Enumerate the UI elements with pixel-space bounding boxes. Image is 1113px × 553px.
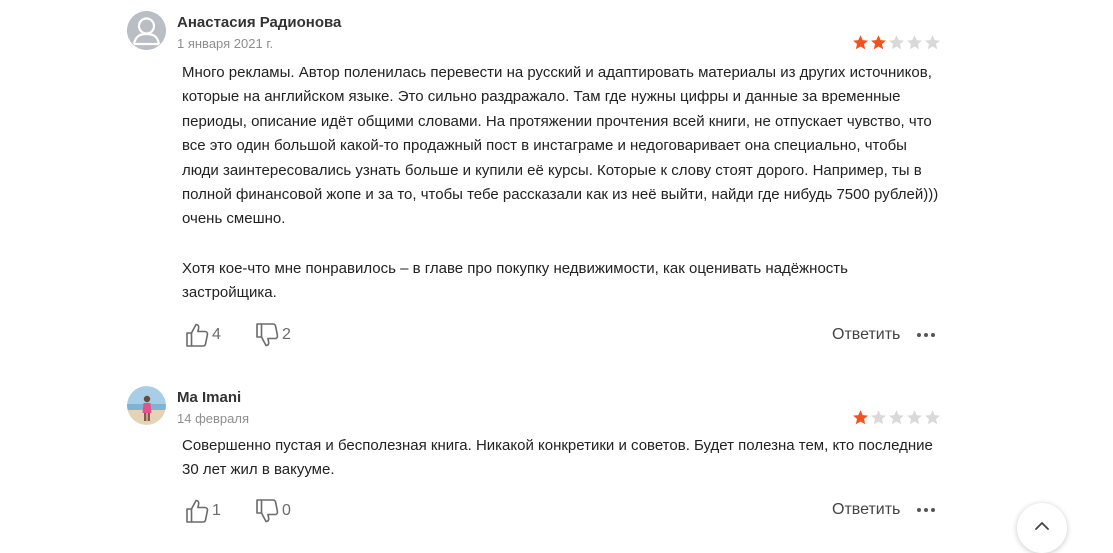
like-button[interactable]	[185, 322, 221, 348]
thumbs-up-icon	[185, 322, 209, 348]
rating-stars	[852, 409, 941, 426]
avatar[interactable]	[127, 386, 166, 425]
like-button[interactable]	[185, 498, 221, 524]
reply-button[interactable]: Ответить	[832, 326, 901, 343]
dislike-button[interactable]	[255, 498, 291, 524]
star-icon	[852, 409, 869, 426]
review-paragraph: Хотя кое-что мне понравилось – в главе про покупку недвижимости, как оценивать надёжность застройщика.	[182, 259, 848, 302]
star-icon	[924, 409, 941, 426]
author-name[interactable]: Анастасия Радионова	[177, 14, 342, 31]
rating-stars	[852, 34, 941, 51]
default-user-avatar-icon	[127, 11, 166, 50]
thumbs-down-icon	[255, 322, 279, 348]
star-icon	[852, 34, 869, 51]
star-icon	[906, 409, 923, 426]
reply-button[interactable]: Ответить	[832, 501, 901, 518]
star-icon	[870, 34, 887, 51]
review-text	[182, 61, 942, 306]
star-icon	[888, 409, 905, 426]
review-paragraph: Совершенно пустая и бесполезная книга. Никакой конкретики и советов. Будет полезна тем, кто последние 30 лет жил в вакууме.	[182, 437, 933, 479]
dislike-count: 0	[282, 502, 291, 519]
thumbs-down-icon	[255, 498, 279, 524]
chevron-up-icon	[1035, 521, 1049, 530]
like-count: 4	[212, 326, 221, 343]
author-name[interactable]: Ma Imani	[177, 389, 242, 406]
review-date: 14 февраля	[177, 411, 249, 426]
dislike-button[interactable]	[255, 322, 291, 348]
star-icon	[906, 34, 923, 51]
avatar[interactable]	[127, 11, 166, 50]
more-dots-icon[interactable]	[917, 508, 935, 512]
scroll-to-top-button[interactable]	[1017, 503, 1067, 553]
review-date: 1 января 2021 г.	[177, 36, 274, 51]
review-text	[182, 434, 942, 483]
more-dots-icon[interactable]	[917, 333, 935, 337]
like-count: 1	[212, 502, 221, 519]
star-icon	[870, 409, 887, 426]
star-icon	[924, 34, 941, 51]
star-icon	[888, 34, 905, 51]
thumbs-up-icon	[185, 498, 209, 524]
dislike-count: 2	[282, 326, 291, 343]
review-paragraph: Много рекламы. Автор поленилась перевести на русский и адаптировать материалы из других источников, которые на английском языке. Это сильно раздражало. Там где нужны цифры и данные за временные периоды, описание идёт общими словами. На протяжении прочтения всей книги, не отпускает чувство, что все это один большой какой-то продажный пост в инстаграме и недоговаривает она специально, чтобы люди заинтересовались узнать больше и купили её курсы. Которые к слову стоят дорого. Например, ты в полной финансовой жопе и за то, чтобы тебе рассказали как из неё выйти, найди где нибудь 7500 рублей))) очень смешно.	[182, 64, 939, 228]
beach-photo-avatar-icon	[127, 386, 166, 425]
